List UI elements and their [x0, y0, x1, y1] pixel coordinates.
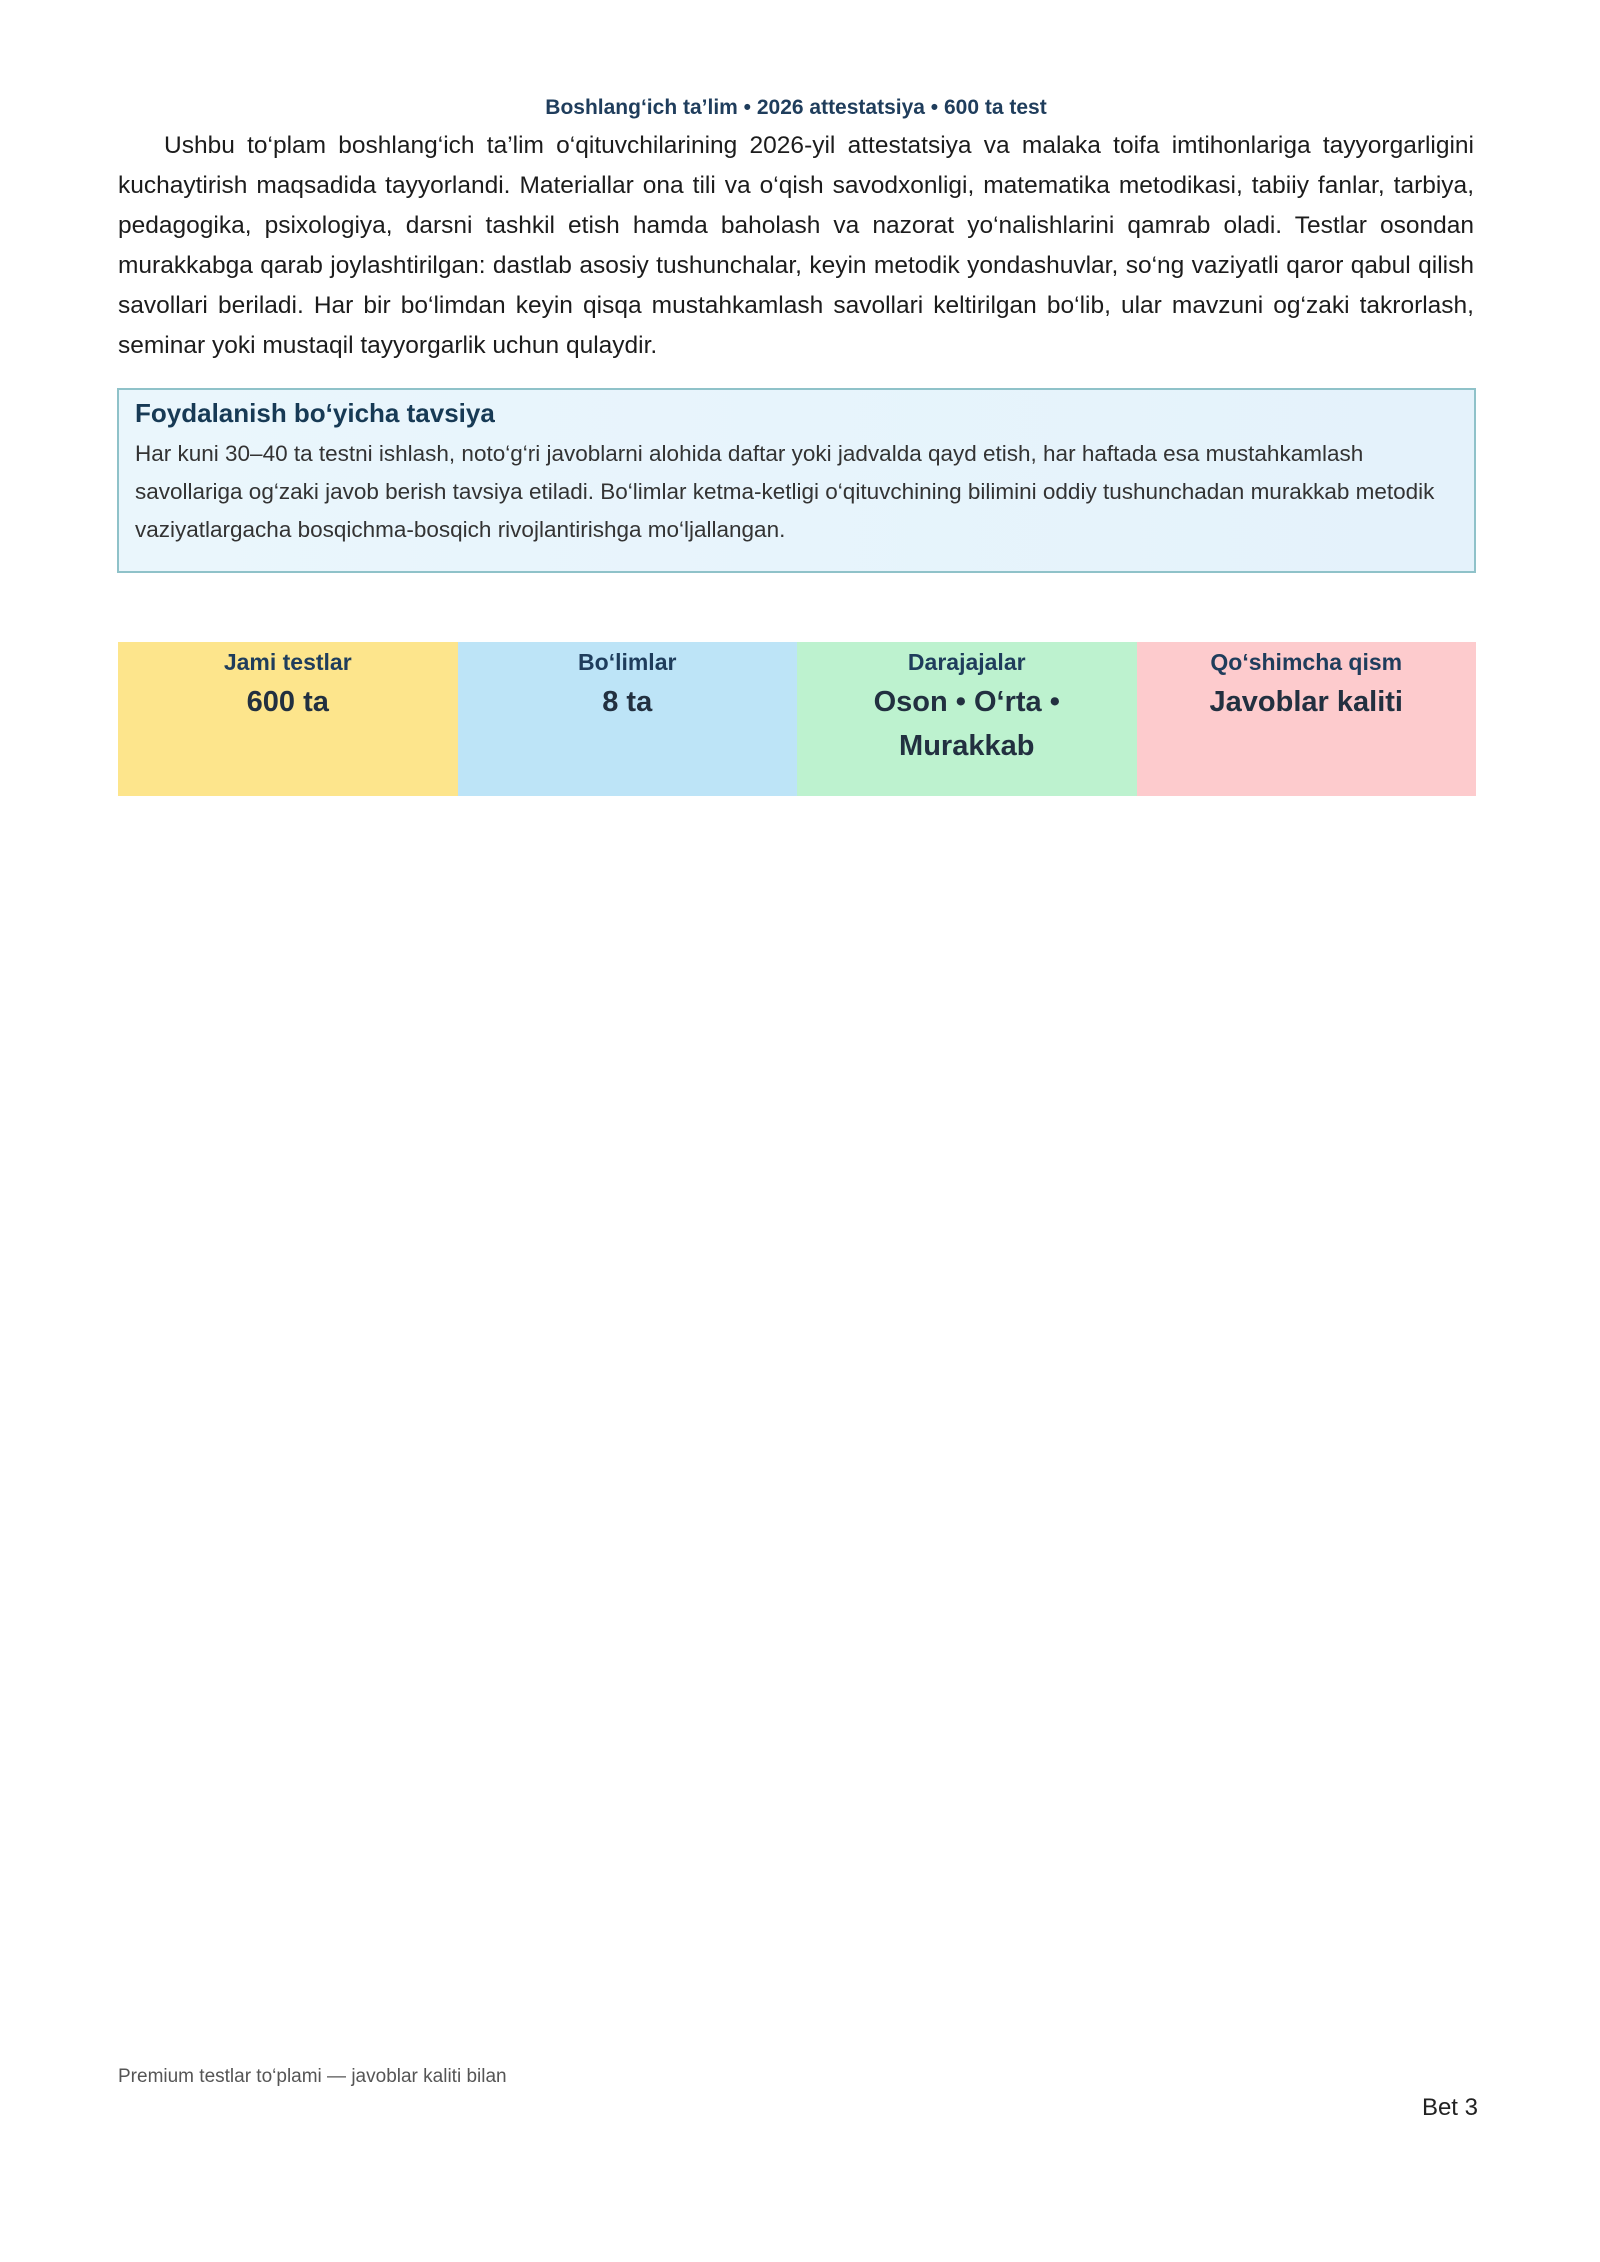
stat-sections [458, 642, 798, 796]
callout-text: Har kuni 30–40 ta testni ishlash, noto‘g‘ri javoblarni alohida daftar yoki jadvalda qayd etish, har haftada esa mustahkamlash savollariga og‘zaki javob berish tavsiya etiladi. Bo‘limlar ketma-ketligi o‘qituvchining bilimini oddiy tushunchadan murakkab metodik vaziyatlargacha bosqichma-bosqich rivojlantirishga mo‘ljallangan. [135, 441, 1435, 542]
running-header: Boshlang‘ich ta’lim • 2026 attestatsiya • 600 ta test [545, 96, 1047, 119]
stat-value: Javoblar kaliti [1209, 686, 1403, 718]
usage-recommendation-box [117, 388, 1476, 573]
intro-paragraph: Ushbu to‘plam boshlang‘ich ta’lim o‘qituvchilarining 2026-yil attestatsiya va malaka toifa imtihonlariga tayyorgarligini kuchaytirish maqsadida tayyorlandi. Materiallar ona tili va o‘qish savodxonligi, matematika metodikasi, tabiiy fanlar, tarbiya, pedagogika, psixologiya, darsni tashkil etish hamda baholash va nazorat yo‘nalishlarini qamrab oladi. Testlar osondan murakkabga qarab joylashtirilgan: dastlab asosiy tushunchalar, keyin metodik yondashuvlar, so‘ng vaziyatli qaror qabul qilish savollari beriladi. Har bir bo‘limdan keyin qisqa mustahkamlash savollari keltirilgan bo‘lib, ular mavzuni og‘zaki takrorlash, seminar yoki mustaqil tayyorgarlik uchun qulaydir. [118, 132, 1474, 359]
stat-label: Darajajalar [907, 649, 1026, 675]
stat-label: Qo‘shimcha qism [1210, 649, 1403, 675]
stat-value: 8 ta [602, 686, 653, 718]
stat-levels [797, 642, 1137, 796]
stat-label: Jami testlar [223, 649, 352, 675]
stat-value: 600 ta [246, 686, 329, 718]
stat-value: Oson • O‘rta • Murakkab [873, 686, 1060, 762]
stat-label: Bo‘limlar [578, 649, 677, 675]
footer-caption: Premium testlar to‘plami — javoblar kaliti bilan [118, 2066, 507, 2087]
stat-extra-section [1137, 642, 1477, 796]
stats-strip [118, 642, 1476, 796]
page-number: Bet 3 [1421, 2094, 1478, 2121]
callout-title: Foydalanish bo‘yicha tavsiya [135, 398, 495, 428]
stat-total-tests [118, 642, 458, 796]
